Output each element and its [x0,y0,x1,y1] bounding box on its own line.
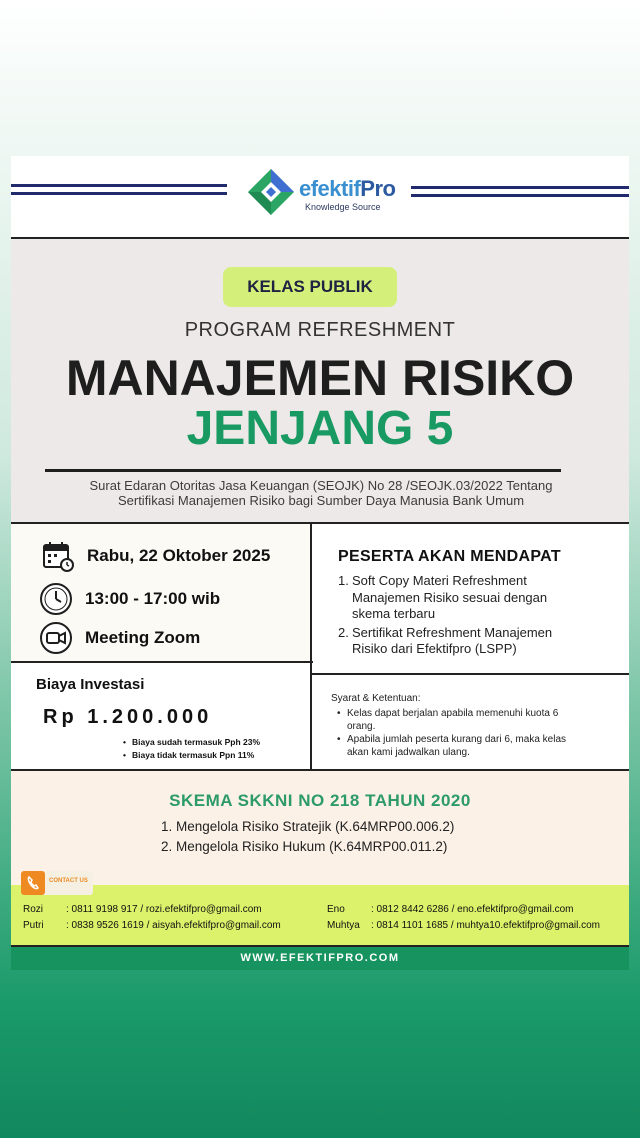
phone-icon [21,871,45,895]
scheme-section [11,771,629,885]
contact-name: Rozi [23,904,44,915]
price-label: Biaya Investasi [36,676,145,693]
list-item: 1. Soft Copy Materi Refreshment Manajemen Risiko sesuai dengan skema terbaru [338,573,548,621]
contact-name: Muhtya [327,920,360,931]
price-notes [123,736,260,762]
regulation-line-2: Sertifikasi Manajemen Risiko bagi Sumber Daya Manusia Bank Umum [117,493,525,508]
terms-item: • Apabila jumlah peserta kurang dari 6, maka kelas akan kami jadwalkan ulang. [337,734,567,758]
regulation-text [51,478,591,508]
header-line-left-bottom [11,192,227,195]
poster [11,156,629,970]
contact-badge [21,871,93,895]
divider [311,673,629,675]
logo-tagline: Knowledge Source [305,202,381,212]
scheme-title: SKEMA SKKNI NO 218 TAHUN 2020 [169,791,471,810]
schedule-time-text: 13:00 - 17:00 wib [85,589,221,608]
schedule-time [39,582,220,616]
price-note: • Biaya tidak termasuk Ppn 11% [123,749,260,762]
price-value: Rp 1.200.000 [43,706,213,728]
logo-text: efektifPro [299,176,396,201]
program-label: PROGRAM REFRESHMENT [184,319,456,341]
price-note: • Biaya sudah termasuk Pph 23% [123,736,260,749]
benefits-title: PESERTA AKAN MENDAPAT [338,548,561,565]
contact-name: Eno [327,904,345,915]
title-rule [45,469,561,472]
page-title: MANAJEMEN RISIKO [65,350,575,406]
list-item: 2. Mengelola Risiko Hukum (K.64MRP00.011.2) [161,839,448,854]
divider [11,661,313,663]
class-badge: KELAS PUBLIK [223,267,397,307]
header-line-left-top [11,184,227,187]
schedule-venue [39,621,200,655]
contact-info: : 0838 9526 1619 / aisyah.efektifpro@gmail.com [66,920,281,931]
page-subtitle: JENJANG 5 [186,402,454,455]
logo-diamond-icon [247,168,295,216]
contact-info: : 0814 1101 1685 / muhtya10.efektifpro@gmail.com [371,920,600,931]
calendar-icon [41,539,75,573]
terms-item: • Kelas dapat berjalan apabila memenuhi kuota 6 orang. [337,708,559,732]
terms-label: Syarat & Ketentuan: [331,693,421,704]
regulation-line-1: Surat Edaran Otoritas Jasa Keuangan (SEOJK) No 28 /SEOJK.03/2022 Tentang [89,478,553,493]
schedule-venue-text: Meeting Zoom [85,628,201,647]
title-block [11,239,629,523]
website-link[interactable]: WWW.EFEKTIFPRO.COM [11,947,629,970]
contact-info: : 0812 8442 6286 / eno.efektifpro@gmail.com [371,904,574,915]
list-item: 2. Sertifikat Refreshment Manajemen Risiko dari Efektifpro (LSPP) [338,624,553,656]
terms [331,692,581,759]
schedule-date [41,539,270,573]
clock-icon [39,582,73,616]
contact-info: : 0811 9198 917 / rozi.efektifpro@gmail.com [66,904,262,915]
header-line-right-bottom [411,194,629,197]
contact-badge-text: CONTACT US [49,878,88,884]
schedule-date-text: Rabu, 22 Oktober 2025 [87,546,271,565]
list-item: 1. Mengelola Risiko Stratejik (K.64MRP00.006.2) [161,819,455,834]
header-line-right-top [411,186,629,189]
contact-section [11,878,629,945]
vertical-divider [310,524,312,770]
scheme-list [161,817,454,857]
logo [247,164,407,224]
benefits-list [338,573,588,660]
header [11,156,629,238]
contact-name: Putri [23,920,44,931]
video-camera-icon [39,621,73,655]
